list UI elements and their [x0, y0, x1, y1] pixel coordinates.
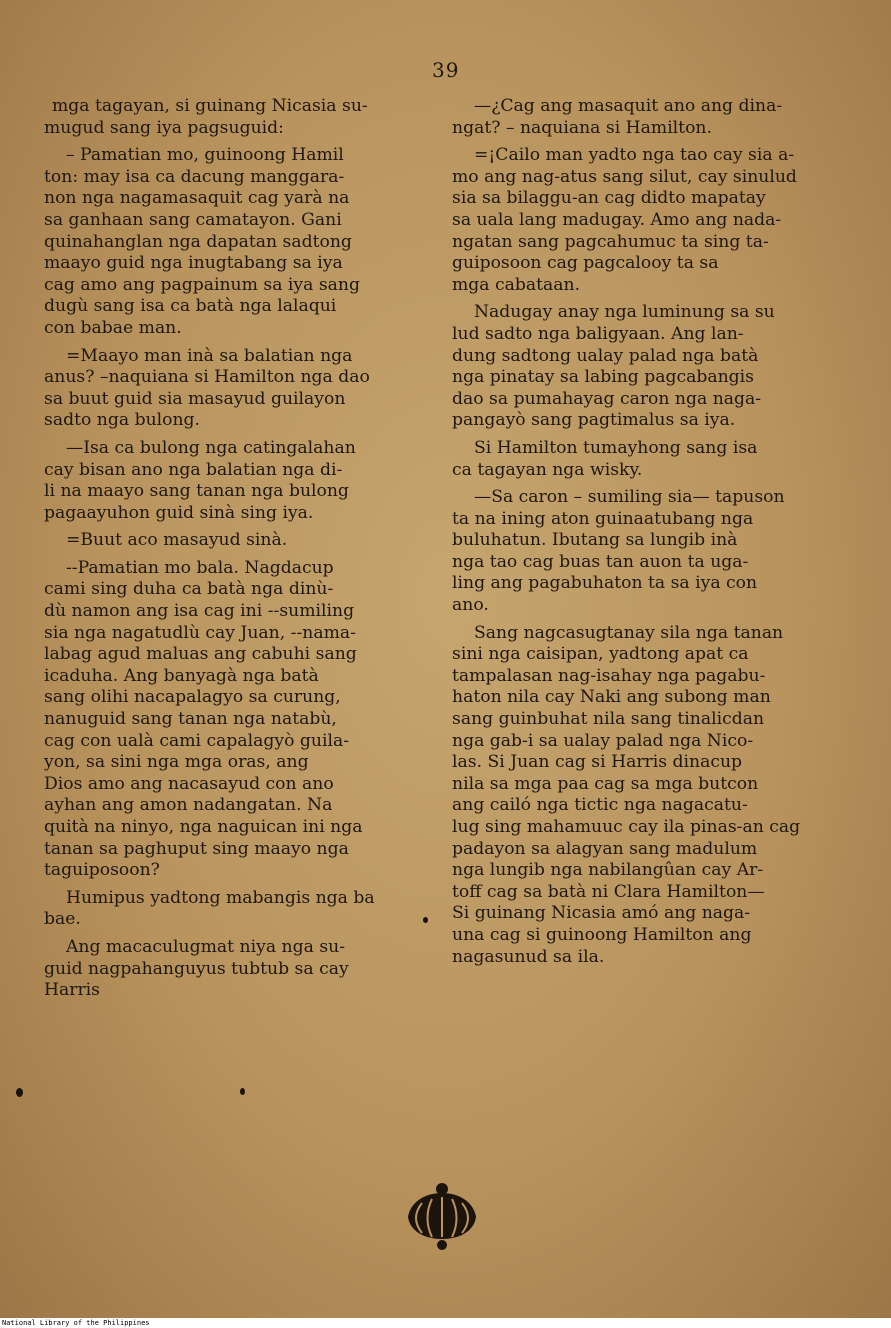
paragraph: mga tagayan, si guinang Nicasia su- mugud sang iya pagsuguid: [44, 96, 368, 138]
paragraph: – Pamatian mo, guinoong Hamil ton: may isa ca dacung manggara- non nga nagamasaquit cag yarà na sa ganhaan sang camatayon. Gani quinahanglan nga dapatan sadtong maayo guid nga inugtabang sa iya cag amo ang pagpainum sa iya sang dugù sang isa ca batà nga lalaqui con babae man. [44, 145, 360, 338]
paragraph: =Buut aco masayud sinà. [66, 530, 288, 551]
page-number: 39 [432, 58, 460, 82]
paragraph: Humipus yadtong mabangis nga ba bae. [44, 887, 375, 930]
ink-spot [423, 917, 428, 923]
flower-ornament-icon [404, 1181, 480, 1251]
paragraph: Si Hamilton tumayhong sang isa ca tagayan nga wisky. [452, 437, 758, 480]
paragraph: —Sa caron – sumiling sia— tapuson ta na ining aton guinaatubang nga buluhatun. Ibutang sa lungib inà nga tao cag buas tan auon ta uga- ling ang pagabuhaton ta sa iya con ano. [452, 487, 785, 616]
paragraph: Ang macaculugmat niya nga su- guid nagpahanguyus tubtub sa cay Harris [44, 936, 349, 1001]
left-column [44, 96, 431, 1008]
paragraph: --Pamatian mo bala. Nagdacup cami sing duha ca batà nga dinù- dù namon ang isa cag ini --sumiling sia nga nagatudlù cay Juan, --nama- labag agud maluas ang cabuhi sang icaduha. Ang banyagà nga batà sang olihi nacapalagyo sa curung, nanuguid sang tanan nga natabù, cag con ualà cami capalagyò guila- yon, sa sini nga mga oras, ang Dios amo ang nacasayud con ano ayhan ang amon nadangatan. Na quità na ninyo, nga naguican ini nga tanan sa paghuput sing maayo nga taguiposoon? [44, 557, 363, 881]
ink-spot [240, 1088, 245, 1095]
library-footer: National Library of the Philippines [0, 1318, 891, 1328]
paragraph: =¡Cailo man yadto nga tao cay sia a- mo ang nag-atus sang silut, cay sinulud sia sa bilaggu-an cag didto mapatay sa uala lang madugay. Amo ang nada- ngatan sang pagcahumuc ta sing ta- guiposoon cag pagcalooy ta sa mga cabataan. [452, 145, 797, 295]
paragraph: —¿Cag ang masaquit ano ang dina- ngat? – naquiana si Hamilton. [452, 96, 783, 138]
ink-spot [16, 1088, 23, 1097]
paragraph: =Maayo man inà sa balatian nga anus? –naquiana si Hamilton nga dao sa buut guid sia masayud guilayon sadto nga bulong. [44, 345, 370, 431]
paragraph: Nadugay anay nga luminung sa su lud sadto nga baligyaan. Ang lan- dung sadtong ualay palad nga batà nga pinatay sa labing pagcabangis dao sa pumahayag caron nga naga- pangayò sang pagtimalus sa iya. [452, 302, 775, 431]
right-column [452, 96, 850, 974]
paragraph: —Isa ca bulong nga catingalahan cay bisan ano nga balatian nga di- li na maayo sang tanan nga bulong pagaayuhon guid sinà sing iya. [44, 437, 356, 523]
paragraph: Sang nagcasugtanay sila nga tanan sini nga caisipan, yadtong apat ca tampalasan nag-isahay nga pagabu- haton nila cay Naki ang subong man sang guinbuhat nila sang tinalicdan nga gab-i sa ualay palad nga Nico- las. Si Juan cag si Harris dinacup nila sa mga paa cag sa mga butcon ang cailó nga tictic nga nagacatu- lug sing mahamuuc cay ila pinas-an cag padayon sa alagyan sang madulum nga lungib nga nabilangûan cay Ar- toff cag sa batà ni Clara Hamilton— Si guinang Nicasia amó ang naga- una cag si guinoong Hamilton ang nagasunud sa ila. [452, 622, 801, 967]
